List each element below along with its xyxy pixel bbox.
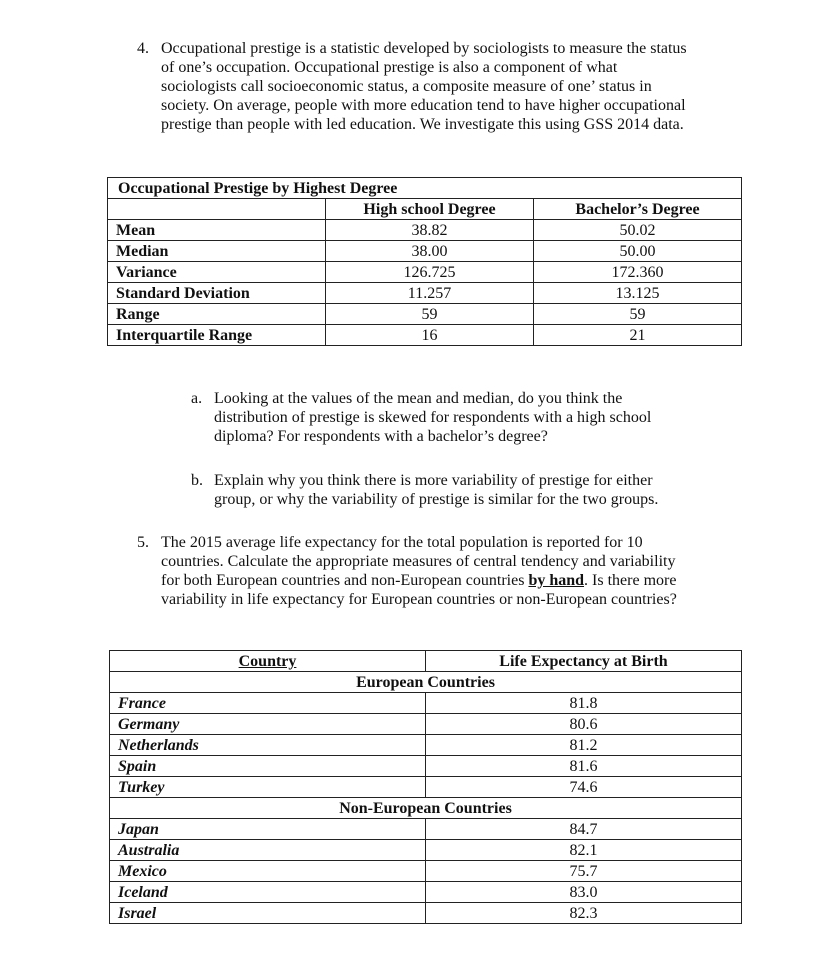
country-name: Turkey [110,777,426,798]
emphasis-by-hand: by hand [528,572,585,589]
text-line: group, or why the variability of prestige is similar for the two groups. [214,491,659,508]
table-row [110,756,742,777]
table-row [110,903,742,924]
country-name: Mexico [110,861,426,882]
text-line: countries. Calculate the appropriate measures of central tendency and variability [161,553,676,570]
table-row [108,304,742,325]
country-name: Iceland [110,882,426,903]
life-expectancy-value: 75.7 [426,861,742,882]
country-name: Spain [110,756,426,777]
country-name: Germany [110,714,426,735]
table-row [108,283,742,304]
row-label: Variance [108,262,326,283]
text-segment: for both European countries and non-European countries [161,572,529,589]
table-row [110,819,742,840]
country-name: France [110,693,426,714]
text-line: sociologists call socioeconomic status, a composite measure of one’ status in [161,78,652,95]
text-line: diploma? For respondents with a bachelor’s degree? [214,428,548,445]
life-expectancy-table [109,650,742,924]
text-line: society. On average, people with more education tend to have higher occupational [161,97,686,114]
text-line: of one’s occupation. Occupational prestige is also a component of what [161,59,618,76]
text-line: prestige than people with led education. We investigate this using GSS 2014 data. [161,116,684,133]
text-line: Explain why you think there is more variability of prestige for either [214,472,653,489]
question-letter: a. [191,390,203,407]
row-label: Standard Deviation [108,283,326,304]
question-number: 5. [137,534,149,551]
cell-value: 59 [534,304,742,325]
question-text [161,533,677,609]
table-row [110,735,742,756]
cell-value: 16 [326,325,534,346]
cell-value: 172.360 [534,262,742,283]
header-country-text: Country [238,652,297,670]
cell-value: 59 [326,304,534,325]
table-row [108,241,742,262]
life-expectancy-value: 80.6 [426,714,742,735]
question-text [161,39,687,134]
text-line: The 2015 average life expectancy for the total population is reported for 10 [161,534,643,551]
life-expectancy-value: 81.8 [426,693,742,714]
header-country [110,651,426,672]
row-label: Interquartile Range [108,325,326,346]
header-high-school: High school Degree [326,199,534,220]
cell-value: 21 [534,325,742,346]
life-expectancy-value: 81.6 [426,756,742,777]
life-expectancy-value: 84.7 [426,819,742,840]
country-name: Israel [110,903,426,924]
cell-value: 50.02 [534,220,742,241]
text-segment: . Is there more [584,572,677,589]
table-title: Occupational Prestige by Highest Degree [108,178,742,199]
table-row [110,840,742,861]
table-row [110,861,742,882]
text-line: Looking at the values of the mean and median, do you think the [214,390,623,407]
life-expectancy-value: 83.0 [426,882,742,903]
life-expectancy-value: 74.6 [426,777,742,798]
cell-value: 13.125 [534,283,742,304]
header-empty [108,199,326,220]
table-row [108,262,742,283]
table-row [108,220,742,241]
group-european: European Countries [110,672,742,693]
header-life-expectancy: Life Expectancy at Birth [426,651,742,672]
text-line: Occupational prestige is a statistic developed by sociologists to measure the status [161,40,687,57]
question-number: 4. [137,40,149,57]
country-name: Netherlands [110,735,426,756]
life-expectancy-value: 81.2 [426,735,742,756]
question-text [214,389,651,446]
table-row [110,714,742,735]
row-label: Median [108,241,326,262]
row-label: Mean [108,220,326,241]
table-row [108,325,742,346]
cell-value: 50.00 [534,241,742,262]
life-expectancy-value: 82.1 [426,840,742,861]
table-row [110,882,742,903]
table-row [110,693,742,714]
group-non-european: Non-European Countries [110,798,742,819]
question-letter: b. [191,472,203,489]
life-expectancy-value: 82.3 [426,903,742,924]
cell-value: 38.00 [326,241,534,262]
country-name: Japan [110,819,426,840]
cell-value: 126.725 [326,262,534,283]
prestige-table [107,177,742,346]
table-row [110,777,742,798]
country-name: Australia [110,840,426,861]
cell-value: 11.257 [326,283,534,304]
text-line [161,571,677,590]
cell-value: 38.82 [326,220,534,241]
question-text [214,471,658,509]
row-label: Range [108,304,326,325]
header-bachelor: Bachelor’s Degree [534,199,742,220]
text-line: distribution of prestige is skewed for respondents with a high school [214,409,652,426]
text-line: variability in life expectancy for European countries or non-European countries? [161,591,677,608]
